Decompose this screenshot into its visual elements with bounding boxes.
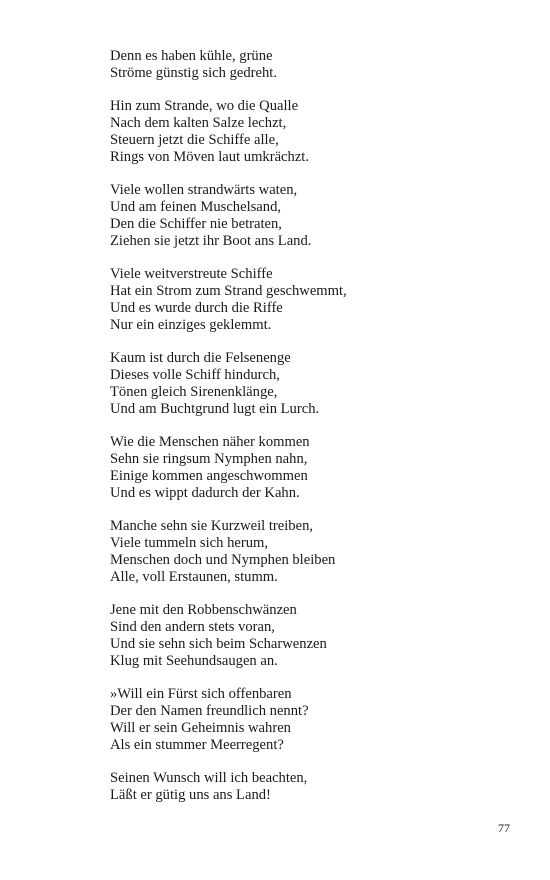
poem-line: Und am feinen Muschelsand, (110, 199, 282, 216)
poem-line: Jene mit den Robbenschwänzen (110, 602, 297, 619)
stanza (110, 770, 510, 804)
poem-line: Manche sehn sie Kurzweil treiben, (110, 518, 314, 535)
poem-line: Und sie sehn sich beim Scharwenzen (110, 635, 327, 652)
poem-line: Sind den andern stets voran, (110, 619, 275, 636)
poem-line: Ziehen sie jetzt ihr Boot ans Land. (110, 232, 312, 249)
poem-line: Den die Schiffer nie betraten, (110, 215, 282, 232)
poem-line: Und es wippt dadurch der Kahn. (110, 484, 300, 501)
page-number: 77 (498, 821, 510, 835)
poem-line: Will er sein Geheimnis wahren (110, 719, 291, 736)
poem-line: Rings von Möven laut umkrächzt. (110, 148, 310, 165)
poem-line: Sehn sie ringsum Nymphen nahn, (110, 451, 308, 468)
poem-line: Als ein stummer Meerregent? (110, 736, 284, 753)
stanza (110, 98, 510, 165)
poem-text (110, 48, 510, 821)
stanza (110, 182, 510, 249)
poem-line: Kaum ist durch die Felsenenge (110, 350, 291, 367)
stanza (110, 350, 510, 417)
stanza (110, 518, 510, 585)
poem-line: Läßt er gütig uns ans Land! (110, 787, 271, 804)
stanza (110, 602, 510, 669)
poem-line: Hin zum Strande, wo die Qualle (110, 98, 299, 115)
poem-line: Wie die Menschen näher kommen (110, 434, 310, 451)
poem-line: Nur ein einziges geklemmt. (110, 316, 272, 333)
poem-line: Der den Namen freundlich nennt? (110, 703, 309, 720)
stanza (110, 686, 510, 753)
stanza (110, 434, 510, 501)
poem-line: Menschen doch und Nymphen bleiben (110, 551, 336, 568)
poem-line: Viele weitverstreute Schiffe (110, 266, 273, 283)
poem-line: Nach dem kalten Salze lechzt, (110, 115, 287, 132)
poem-line: Seinen Wunsch will ich beachten, (110, 770, 308, 787)
poem-line: Alle, voll Erstaunen, stumm. (110, 568, 278, 585)
poem-line: Und am Buchtgrund lugt ein Lurch. (110, 400, 320, 417)
poem-line: Denn es haben kühle, grüne (110, 48, 273, 64)
poem-line: Hat ein Strom zum Strand geschwemmt, (110, 283, 347, 300)
poem-line: Und es wurde durch die Riffe (110, 299, 283, 316)
poem-line: Einige kommen angeschwommen (110, 467, 308, 484)
stanza (110, 48, 510, 82)
stanza (110, 266, 510, 333)
poem-line: Dieses volle Schiff hindurch, (110, 367, 280, 384)
poem-line: Tönen gleich Sirenenklänge, (110, 383, 278, 400)
poem-line: Viele wollen strandwärts waten, (110, 182, 298, 199)
poem-line: Steuern jetzt die Schiffe alle, (110, 131, 279, 148)
poem-line: Ströme günstig sich gedreht. (110, 64, 277, 81)
poem-line: »Will ein Fürst sich offenbaren (110, 686, 292, 703)
poem-line: Klug mit Seehundsaugen an. (110, 652, 278, 669)
poem-line: Viele tummeln sich herum, (110, 535, 268, 552)
